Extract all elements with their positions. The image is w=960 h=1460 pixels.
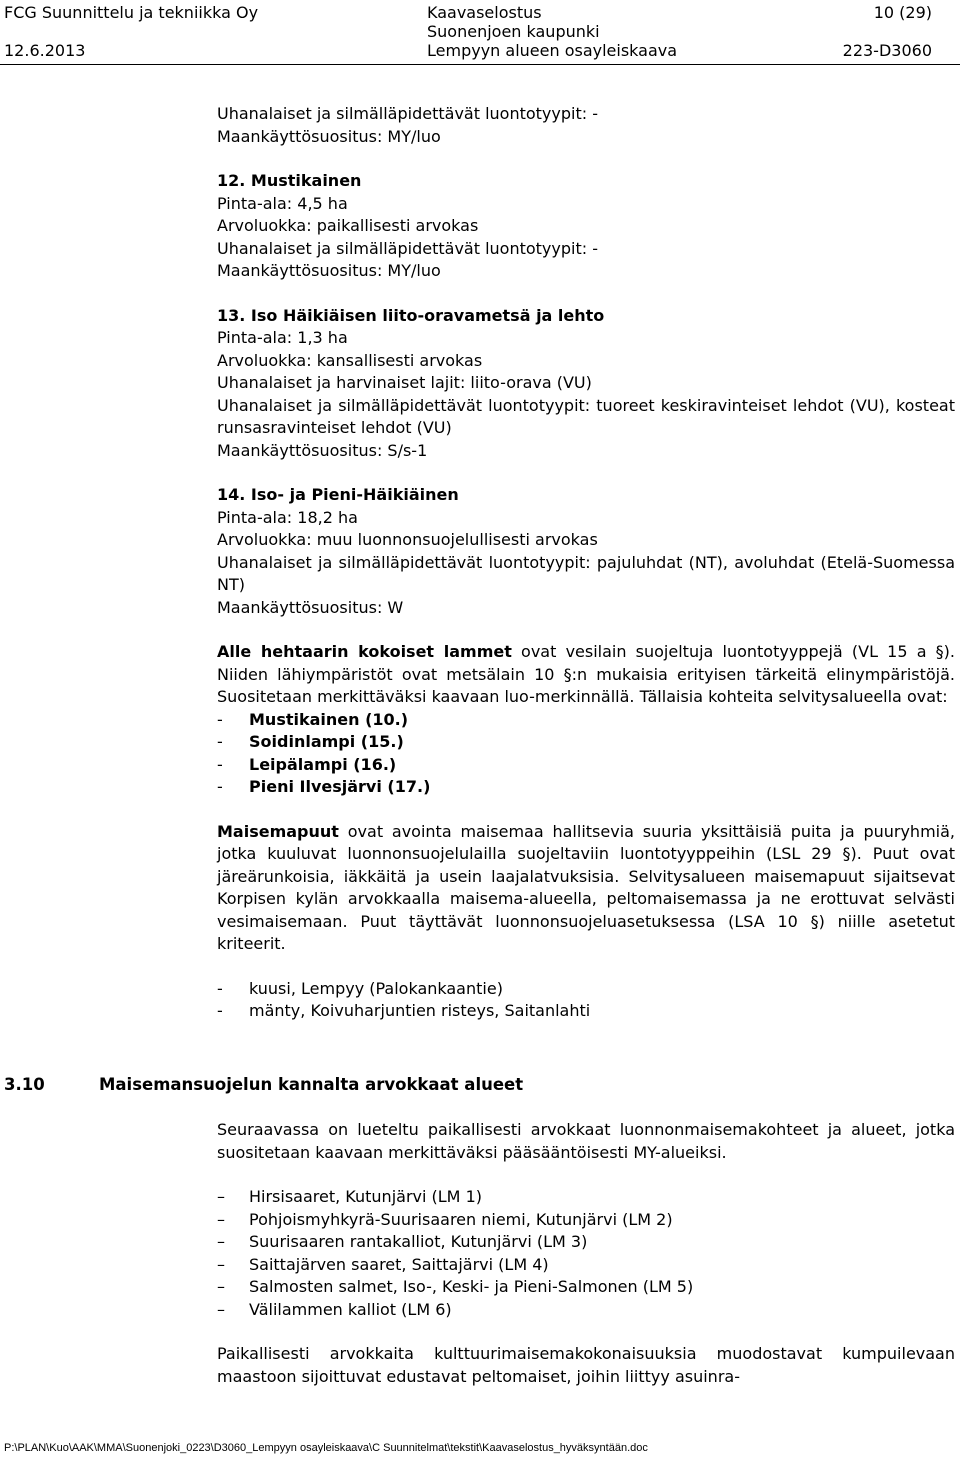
section-title: Maisemansuojelun kannalta arvokkaat alueet [99, 1075, 524, 1094]
landscape-closing: Paikallisesti arvokkaita kulttuurimaisemakokonaisuuksia muodostavat kumpuilevaan maastoon sijoittuvat edustavat peltomaiset, joihin liittyy asuinra- [217, 1344, 955, 1386]
intro-recommendation: Maankäyttösuositus: MY/luo [217, 126, 441, 146]
site-12-class: Arvoluokka: paikallisesti arvokas [217, 216, 479, 235]
trees-paragraph [217, 821, 955, 956]
site-12-recommendation: Maankäyttösuositus: MY/luo [217, 261, 441, 280]
site-12-types: Uhanalaiset ja silmälläpidettävät luontotyypit: - [217, 238, 598, 258]
site-13-species: Uhanalaiset ja harvinaiset lajit: liito-orava (VU) [217, 373, 592, 392]
header-divider [0, 64, 960, 65]
landscape-intro: Seuraavassa on lueteltu paikallisesti arvokkaat luonnonmaisemakohteet ja alueet, jotka suositetaan kaavaan merkittäväksi pääsääntöisesti MY-alueiksi. [217, 1120, 955, 1162]
list-item: – Saittajärven saaret, Saittajärvi (LM 4) [217, 1254, 549, 1274]
section-number: 3.10 [4, 1075, 45, 1094]
list-item: - Pieni Ilvesjärvi (17.) [217, 777, 431, 796]
site-14-title: 14. Iso- ja Pieni-Häikiäinen [217, 485, 459, 504]
landscape-list [217, 1186, 955, 1321]
list-item: - kuusi, Lempyy (Palokankaantie) [217, 978, 503, 998]
landscape-content [217, 1119, 955, 1388]
project-code: 223-D3060 [842, 41, 932, 60]
page-header-row-3 [0, 40, 960, 62]
page-number: 10 (29) [873, 3, 932, 22]
site-13 [217, 305, 955, 463]
list-item: – Välilammen kalliot (LM 6) [217, 1299, 452, 1319]
client-name: Suonenjoen kaupunki [427, 22, 600, 41]
section-heading [4, 1074, 523, 1097]
site-12-area: Pinta-ala: 4,5 ha [217, 193, 348, 213]
site-13-recommendation: Maankäyttösuositus: S/s-1 [217, 440, 428, 460]
ponds-lead: Alle hehtaarin kokoiset lammet [217, 642, 512, 661]
list-item: – Salmosten salmet, Iso-, Keski- ja Pieni-Salmonen (LM 5) [217, 1277, 694, 1296]
site-14-class: Arvoluokka: muu luonnonsuojelullisesti arvokas [217, 530, 598, 549]
list-item: – Suurisaaren rantakalliot, Kutunjärvi (LM 3) [217, 1232, 588, 1251]
site-13-area: Pinta-ala: 1,3 ha [217, 328, 348, 347]
site-12 [217, 170, 955, 283]
site-14-area: Pinta-ala: 18,2 ha [217, 507, 358, 527]
intro-types: Uhanalaiset ja silmälläpidettävät luontotyypit: - [217, 104, 598, 123]
plan-name: Lempyyn alueen osayleiskaava [427, 41, 678, 60]
ponds-list [217, 709, 955, 799]
company-name: FCG Suunnittelu ja tekniikka Oy [4, 3, 259, 22]
ponds-text: ovat vesilain suojeltuja luontotyyppejä (VL 15 a §). Niiden lähiympäristöt ovat metsälain 10 §:n mukaisia erityisen tärkeitä elinympäristöjä. Suositetaan merkittäväksi kaavaan luo-merkinnällä. Tällaisia kohteita selvitysalueella ovat: [217, 642, 956, 706]
trees-text: ovat avointa maisemaa hallitsevia suuria yksittäisiä puita ja puuryhmiä, jotka kuuluvat luonnonsuojelulailla suojeltaviin luontotyyppeihin (LSL 29 §). Puut ovat järeärunkoisia, iäkkäitä ja usein laajalatvuksisia. Selvitysalueen maisemapuut sijaitsevat Korpisen kylän arvokkaalla maisema-alueella, peltomaisemassa ja ne erottuvat selvästi vesimaisemaan. Puut täyttävät luonnonsuojeluasetuksessa (LSA 10 §) niille asetetut kriteerit. [217, 821, 955, 953]
list-item: - Leipälampi (16.) [217, 754, 397, 774]
site-14 [217, 484, 955, 619]
document-type: Kaavaselostus [427, 3, 542, 22]
site-13-title: 13. Iso Häikiäisen liito-oravametsä ja lehto [217, 305, 605, 325]
main-content [217, 103, 955, 1023]
trees-list [217, 978, 955, 1023]
site-14-types: Uhanalaiset ja silmälläpidettävät luontotyypit: pajuluhdat (NT), avoluhdat (Etelä-Suomessa NT) [217, 552, 955, 594]
ponds-paragraph [217, 641, 955, 709]
list-item: - Soidinlampi (15.) [217, 732, 404, 751]
list-item: – Pohjoismyhkyrä-Suurisaaren niemi, Kutunjärvi (LM 2) [217, 1209, 673, 1229]
site-12-title: 12. Mustikainen [217, 171, 362, 190]
list-item: – Hirsisaaret, Kutunjärvi (LM 1) [217, 1187, 482, 1206]
file-path-footer: P:\PLAN\Kuo\AAK\MMA\Suonenjoki_0223\D3060_Lempyyn osayleiskaava\C Suunnitelmat\tekstit\Kaavaselostus_hyväksyntään.doc [4, 1442, 648, 1454]
site-14-recommendation: Maankäyttösuositus: W [217, 597, 404, 617]
document-date: 12.6.2013 [4, 41, 86, 60]
trees-lead: Maisemapuut [217, 821, 339, 841]
list-item: - Mustikainen (10.) [217, 709, 409, 729]
site-13-class: Arvoluokka: kansallisesti arvokas [217, 350, 483, 370]
site-13-types: Uhanalaiset ja silmälläpidettävät luontotyypit: tuoreet keskiravinteiset lehdot (VU), kosteat runsasravinteiset lehdot (VU) [217, 395, 955, 437]
list-item: - mänty, Koivuharjuntien risteys, Saitanlahti [217, 1001, 591, 1020]
